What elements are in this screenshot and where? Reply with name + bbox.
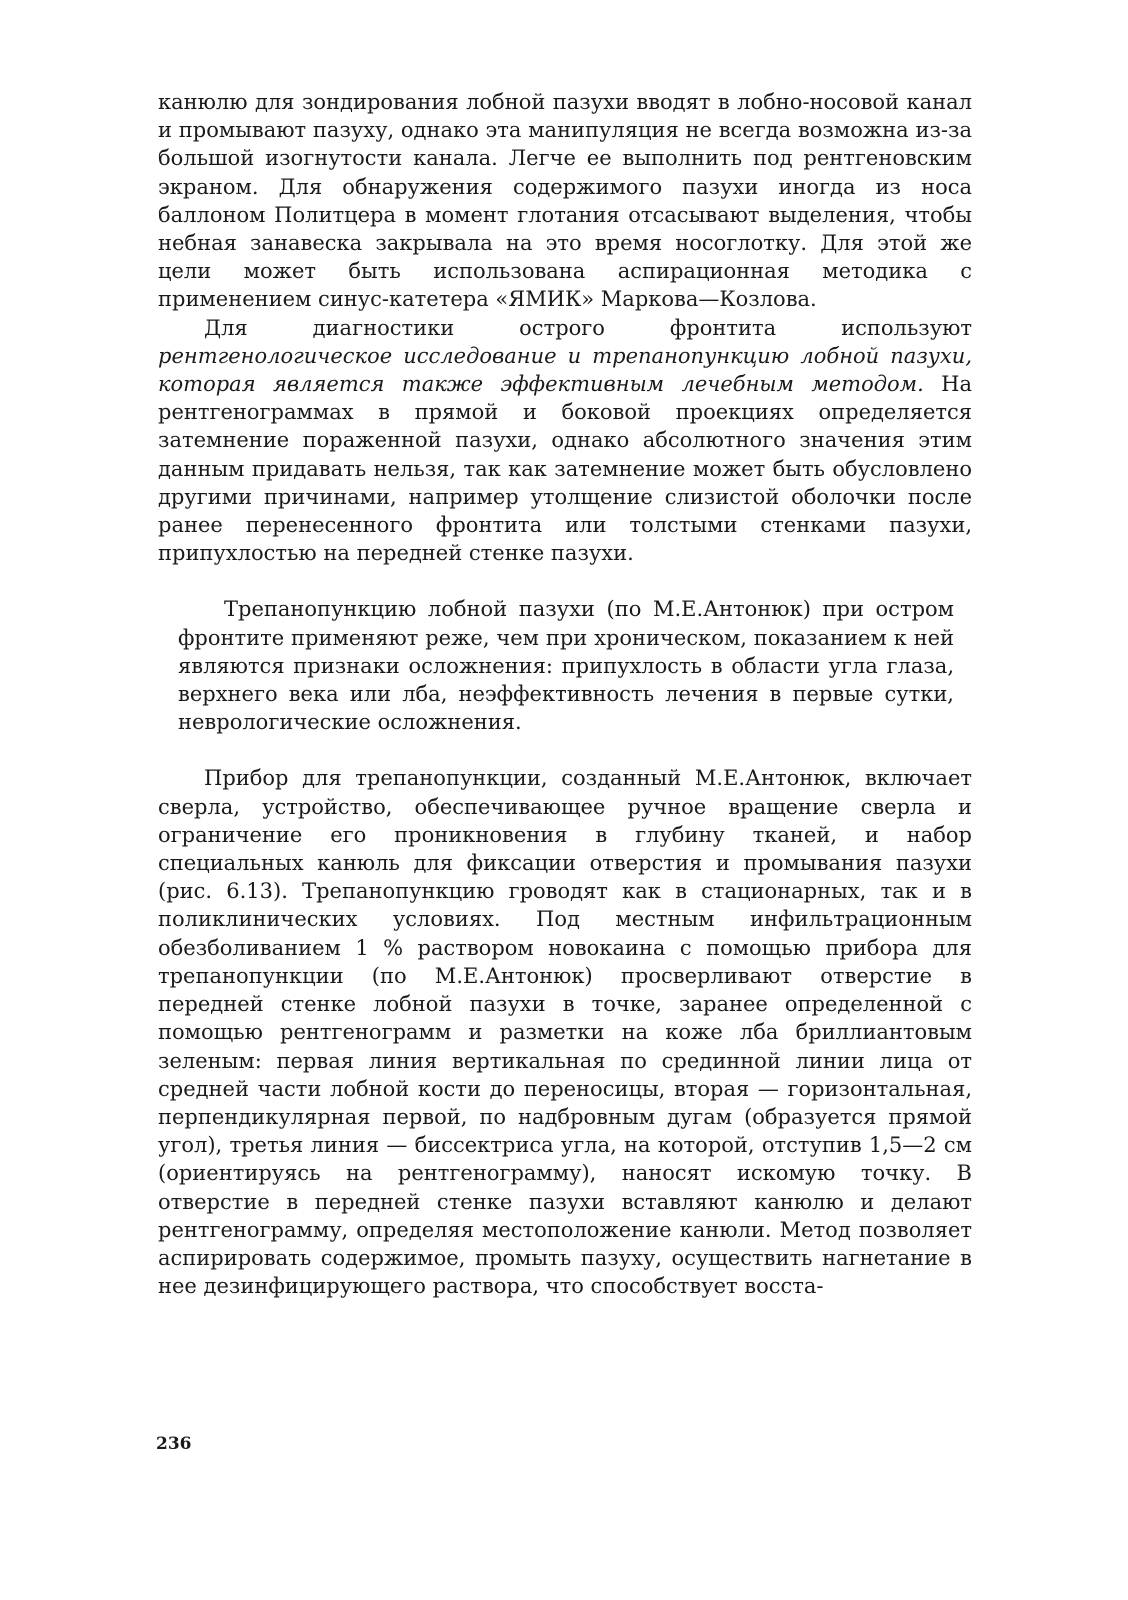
paragraph-diagnostics-lead: Для диагностики острого фронтита используют <box>204 315 972 340</box>
page-number: 236 <box>156 1434 192 1454</box>
paragraph-trepanopuncture-device: Прибор для трепанопункции, созданный М.Е.Антонюк, включает сверла, устройство, обеспечивающее ручное вращение сверла и ограничение его проникновения в глубину тканей, и набор специальных канюль для фиксации отверстия и промывания пазухи (рис. 6.13). Трепанопункцию гроводят как в стационарных, так и в поликлинических условиях. Под местным инфильтрационным обезболиванием 1 % раствором новокаина с помощью прибора для трепанопункции (по М.Е.Антонюк) просверливают отверстие в передней стенке лобной пазухи в точке, заранее определенной с помощью рентгенограмм и разметки на коже лба бриллиантовым зеленым: первая линия вертикальная по срединной линии лица от средней части лобной кости до переносицы, вторая — горизонтальная, перпендикулярная первой, по надбровным дугам (образуется прямой угол), третья линия — биссектриса угла, на которой, отступив 1,5—2 см (ориентируясь на рентгенограмму), наносят искомую точку. В отверстие в передней стенке пазухи вставляют канюлю и делают рентгенограмму, определяя местоположение канюли. Метод позволяет аспирировать содержимое, промыть пазуху, осуществить нагнетание в нее дезинфицирующего раствора, что способствует восста- <box>158 766 972 1299</box>
paragraph-diagnostics-tail: На рентгенограммах в прямой и боковой проекциях определяется затемнение пораженной пазухи, однако абсолютного значения этим данным придавать нельзя, так как затемнение может быть обусловлено другими причинами, например утолщение слизистой оболочки после ранее перенесенного фронтита или толстыми стенками пазухи, припухлостью на передней стенке пазухи. <box>158 372 972 566</box>
page-body <box>158 88 972 1300</box>
paragraph-diagnostics-emphasis: рентгенологическое исследование и трепанопункцию лобной пазухи, которая является также эффективным лечебным методом. <box>158 343 972 397</box>
paragraph-continuation: канюлю для зондирования лобной пазухи вводят в лобно-носовой канал и промывают пазуху, однако эта манипуляция не всегда возможна из-за большой изогнутости канала. Легче ее выполнить под рентгеновским экраном. Для обнаружения содержимого пазухи иногда из носа баллоном Политцера в момент глотания отсасывают выделения, чтобы небная занавеска закрывала на это время носоглотку. Для этой же цели может быть использована аспирационная методика с применением синус-катетера «ЯМИК» Маркова—Козлова. <box>158 90 972 312</box>
paragraph-spacer <box>158 567 972 595</box>
paragraph-trepanopuncture-indications: Трепанопункцию лобной пазухи (по М.Е.Антонюк) при остром фронтите применяют реже, чем при хроническом, показанием к ней являются признаки осложнения: припухлость в области угла глаза, верхнего века или лба, неэффективность лечения в первые сутки, неврологические осложнения. <box>178 597 954 735</box>
text-block <box>158 88 972 1300</box>
paragraph-diagnostics <box>158 314 972 568</box>
paragraph-spacer <box>158 736 972 764</box>
